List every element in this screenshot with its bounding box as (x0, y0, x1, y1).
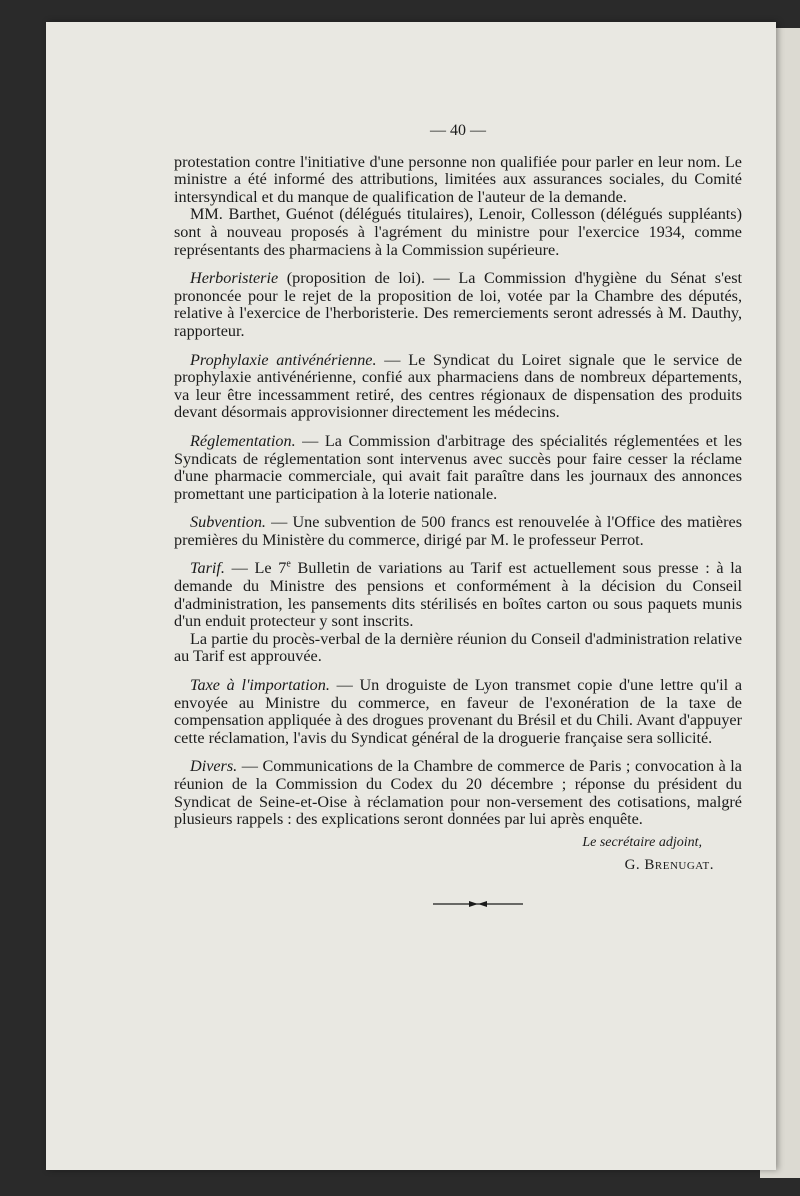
section-text: — Un droguiste de Lyon transmet copie d'une lettre qu'il a envoyée au Ministre du commerce, en faveur de l'exonération de la taxe de compensation appliquée à des drogues provenant du Brésil et du Chili. Avant d'appuyer cette réclamation, l'avis du Syndicat général de la droguerie française sera sollicité. (174, 676, 743, 747)
ornament-rule-icon (433, 899, 523, 909)
section-title: Divers. (190, 757, 238, 776)
section-title: Réglementation. (190, 431, 296, 450)
document-page (46, 22, 776, 1170)
section-tarif (174, 560, 742, 630)
section-text: — Le Syndicat du Loiret signale que le service de prophylaxie antivénérienne, confié aux pharmaciens dans de nombreux départements, va leur être incessamment retiré, des centres régionaux de dispensation des produits devant désormais approvisionner directement les médecins. (174, 350, 742, 422)
section-text: (proposition de loi). — La Commission d'hygiène du Sénat s'est prononcée pour le rejet de la proposition de loi, votée par la Chambre des députés, relative à l'exercice de l'herboristerie. Des remerciements seront adressés à M. Dauthy, rapporteur. (174, 269, 742, 340)
superscript: e (286, 559, 291, 571)
section-title: Taxe à l'importation. (190, 676, 330, 695)
section-text: — Communications de la Chambre de commerce de Paris ; convocation à la réunion de la Commission du Codex du 20 décembre ; réponse du président du Syndicat de Seine-et-Oise à réclamation pour non-versement des cotisations, malgré plusieurs rappels : des explications seront données par lui après enquête. (174, 757, 742, 829)
section-title: Subvention. (190, 513, 266, 532)
signature-role: Le secrétaire adjoint, (582, 834, 702, 850)
section-text-continued: Bulletin de variations au Tarif est actuellement sous presse : à la demande du Ministre des pensions et conformément à la décision du Conseil d'administration, les pansements dits stérilisés en boîtes carton ou sous paquets munis d'un enduit protecteur y sont inscrits. (174, 559, 742, 631)
section-title: Prophylaxie antivénérienne. (190, 350, 377, 369)
section-subvention (174, 514, 742, 549)
section-title: Herboristerie (190, 269, 279, 288)
section-text: — Le 7 (224, 559, 287, 578)
section-taxe-importation (174, 677, 742, 747)
paragraph-tarif-approval: La partie du procès-verbal de la dernière réunion du Conseil d'administration relative au Tarif est approuvée. (174, 629, 742, 666)
section-text: — La Commission d'arbitrage des spécialités réglementées et les Syndicats de réglementation sont intervenus avec succès pour faire cesser la réclame d'une pharmacie commerciale, qui avait fait paraître dans les journaux des annonces promettant une participation à la loterie nationale. (174, 431, 742, 503)
section-reglementation (174, 433, 742, 503)
paragraph-protestation: protestation contre l'initiative d'une personne non qualifiée pour parler en leur nom. Le ministre a été informé des attributions, limitées aux assurances sociales, du Comité intersyndical et du manque de qualification de l'auteur de la demande. (174, 152, 742, 206)
section-divers (174, 758, 742, 828)
section-title: Tarif. (190, 559, 225, 578)
page-content (174, 122, 742, 909)
end-ornament (174, 899, 742, 909)
paragraph-delegates: MM. Barthet, Guénot (délégués titulaires), Lenoir, Collesson (délégués suppléants) sont à nouveau proposés à l'agrément du ministre pour l'exercice 1934, comme représentants des pharmaciens à la Commission supérieure. (174, 205, 742, 259)
section-text: — Une subvention de 500 francs est renouvelée à l'Office des matières premières du Ministère du commerce, dirigé par M. le professeur Perrot. (174, 513, 742, 549)
signature-name: G. Brenugat. (624, 857, 714, 874)
section-prophylaxie (174, 352, 742, 422)
section-herboristerie (174, 270, 742, 340)
page-number: — 40 — (430, 122, 486, 139)
